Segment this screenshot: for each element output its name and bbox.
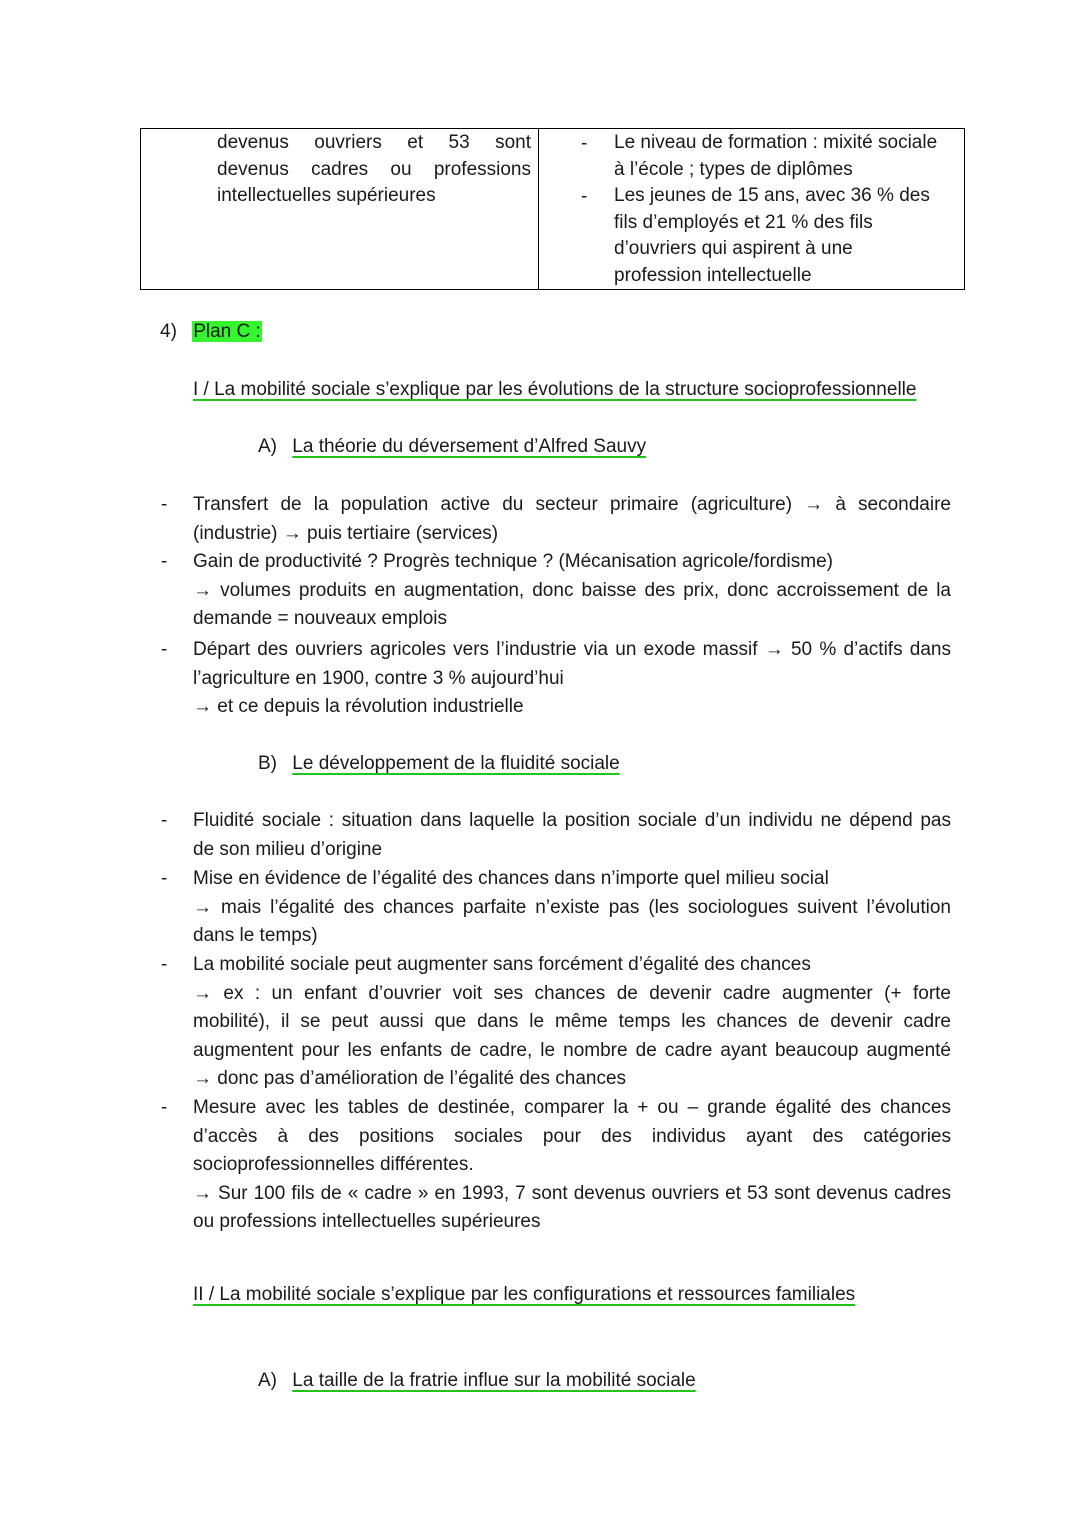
part1-title: [193, 376, 953, 405]
list-dash: -: [161, 954, 168, 975]
bullet-line: l’agriculture en 1900, contre 3 % aujourd’hui: [193, 667, 564, 689]
bullet-line: → et ce depuis la révolution industrielle: [193, 696, 524, 718]
bullet-line: augmentent pour les enfants de cadre, le nombre de cadre ayant beaucoup augmenté: [193, 1039, 951, 1061]
list-dash: -: [581, 186, 588, 207]
section-title: La taille de la fratrie influe sur la mobilité sociale: [292, 1370, 696, 1391]
table-right-line: Le niveau de formation : mixité sociale: [614, 132, 938, 153]
table-right-line: d’ouvriers qui aspirent à une: [614, 238, 853, 259]
bullet-line: Transfert de la population active du secteur primaire (agriculture) → à secondaire: [193, 494, 951, 515]
bullet-line: ou professions intellectuelles supérieures: [193, 1211, 541, 1233]
bullet-item: [193, 491, 951, 548]
table-left-cell: [217, 130, 531, 210]
bullet-line: de son milieu d’origine: [193, 838, 383, 860]
section-title: Le développement de la fluidité sociale: [292, 753, 620, 774]
table-column-divider: [538, 129, 539, 289]
plan-heading: [160, 318, 262, 347]
bullet-line: → ex : un enfant d’ouvrier voit ses chances de devenir cadre augmenter (+ forte: [193, 982, 951, 1004]
part1-sectionB-heading: [258, 750, 620, 779]
list-dash: -: [161, 810, 168, 831]
table-right-line: profession intellectuelle: [614, 264, 812, 286]
bullet-line: Gain de productivité ? Progrès technique ? (Mécanisation agricole/fordisme): [193, 551, 833, 572]
bullet-line: → mais l’égalité des chances parfaite n’existe pas (les sociologues suivent l’évolution: [193, 896, 951, 918]
list-dash: -: [161, 868, 168, 889]
bullet-line: → volumes produits en augmentation, donc baisse des prix, donc accroissement de la: [193, 579, 951, 601]
list-dash: -: [161, 551, 168, 572]
bullet-item: [193, 951, 951, 1094]
plan-number: 4): [160, 321, 177, 342]
part1-title-text: I / La mobilité sociale s’explique par les évolutions de la structure socioprofessionnelle: [193, 379, 917, 400]
bullet-item: [193, 865, 951, 951]
table-right-line: Les jeunes de 15 ans, avec 36 % des: [614, 185, 930, 206]
table-right-cell: [614, 130, 959, 289]
bullet-line: demande = nouveaux emplois: [193, 608, 448, 630]
bullet-line: → donc pas d’amélioration de l’égalité des chances: [193, 1068, 627, 1090]
table-right-line: à l’école ; types de diplômes: [614, 158, 853, 180]
list-dash: -: [161, 639, 168, 660]
part2-sectionA-heading: [258, 1367, 696, 1396]
bullet-item: [193, 807, 951, 864]
table-right-item: [614, 130, 959, 183]
summary-table: [140, 128, 965, 290]
section-letter: A): [258, 436, 277, 457]
table-right-item: [614, 183, 959, 289]
plan-label: Plan C :: [193, 321, 261, 342]
bullet-line: Départ des ouvriers agricoles vers l’industrie via un exode massif → 50 % d’actifs dans: [193, 639, 951, 660]
section-letter: A): [258, 1370, 277, 1391]
part2-title-text: II / La mobilité sociale s’explique par les configurations et ressources familiales: [193, 1284, 856, 1305]
table-right-line: fils d’employés et 21 % des fils: [614, 211, 873, 233]
bullet-item: [193, 548, 951, 634]
bullet-line: d’accès à des positions sociales pour des individus ayant des catégories: [193, 1125, 951, 1147]
section-title: La théorie du déversement d’Alfred Sauvy: [292, 436, 647, 457]
part2-title: [193, 1281, 953, 1310]
part1-sectionA-heading: [258, 433, 646, 462]
bullet-item: [193, 1094, 951, 1237]
list-dash: -: [581, 133, 588, 154]
bullet-line: → Sur 100 fils de « cadre » en 1993, 7 sont devenus ouvriers et 53 sont devenus cadres: [193, 1182, 951, 1204]
list-dash: -: [161, 494, 168, 515]
bullet-line: Mesure avec les tables de destinée, comparer la + ou – grande égalité des chances: [193, 1097, 951, 1118]
section-letter: B): [258, 753, 277, 774]
bullet-line: dans le temps): [193, 925, 318, 947]
bullet-item: [193, 636, 951, 722]
bullet-line: socioprofessionnelles différentes.: [193, 1154, 474, 1176]
table-left-line: devenus ouvriers et 53 sont: [217, 132, 531, 153]
bullet-line: (industrie) → puis tertiaire (services): [193, 522, 499, 544]
bullet-line: Mise en évidence de l’égalité des chances dans n’importe quel milieu social: [193, 868, 829, 889]
bullet-line: Fluidité sociale : situation dans laquelle la position sociale d’un individu ne dépend pas: [193, 810, 951, 831]
table-left-line: intellectuelles supérieures: [217, 185, 436, 206]
table-left-line: devenus cadres ou professions: [217, 158, 531, 180]
bullet-line: mobilité), il se peut aussi que dans le même temps les chances de devenir cadre: [193, 1011, 951, 1033]
bullet-line: La mobilité sociale peut augmenter sans forcément d’égalité des chances: [193, 954, 811, 975]
list-dash: -: [161, 1097, 168, 1118]
